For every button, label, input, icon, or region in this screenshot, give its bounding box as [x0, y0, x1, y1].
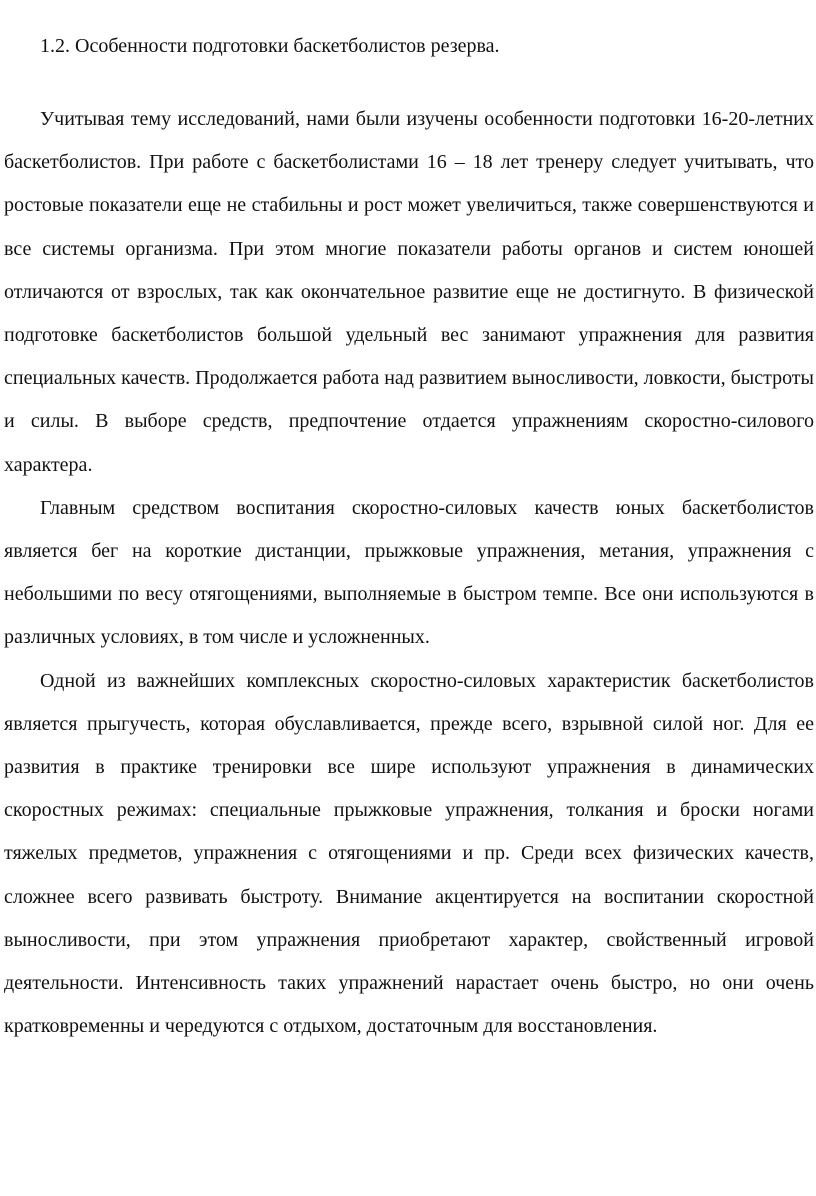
paragraph-1: Учитывая тему исследований, нами были изучены особенности подготовки 16-20-летних баскетболистов. При работе с баскетболистами 16 – 18 лет тренеру следует учитывать, что ростовые показатели еще не стабильны и рост может увеличиться, также совершенствуются и все системы организма. При этом многие показатели работы органов и систем юношей отличаются от взрослых, так как окончательное развитие еще не достигнуто. В физической подготовке баскетболистов большой удельный вес занимают упражнения для развития специальных качеств. Продолжается работа над развитием выносливости, ловкости, быстроты и силы. В выборе средств, предпочтение отдается упражнениям скоростно-силового характера.: [4, 108, 814, 476]
paragraph-3: Одной из важнейших комплексных скоростно-силовых характеристик баскетболистов является прыгучесть, которая обуславливается, прежде всего, взрывной силой ног. Для ее развития в практике тренировки все шире используют упражнения в динамических скоростных режимах: специальные прыжковые упражнения, толкания и броски ногами тяжелых предметов, упражнения с отягощениями и пр. Среди всех физических качеств, сложнее всего развивать быстроту. Внимание акцентируется на воспитании скоростной выносливости, при этом упражнения приобретают характер, свойственный игровой деятельности. Интенсивность таких упражнений нарастает очень быстро, но они очень кратковременны и чередуются с отдыхом, достаточным для восстановления.: [4, 669, 814, 1038]
paragraph-2: Главным средством воспитания скоростно-силовых качеств юных баскетболистов является бег на короткие дистанции, прыжковые упражнения, метания, упражнения с небольшими по весу отягощениями, выполняемые в быстром темпе. Все они используются в различных условиях, в том числе и усложненных.: [4, 496, 814, 649]
document-body: [4, 98, 814, 1048]
section-heading: 1.2. Особенности подготовки баскетболистов резерва.: [40, 35, 500, 57]
